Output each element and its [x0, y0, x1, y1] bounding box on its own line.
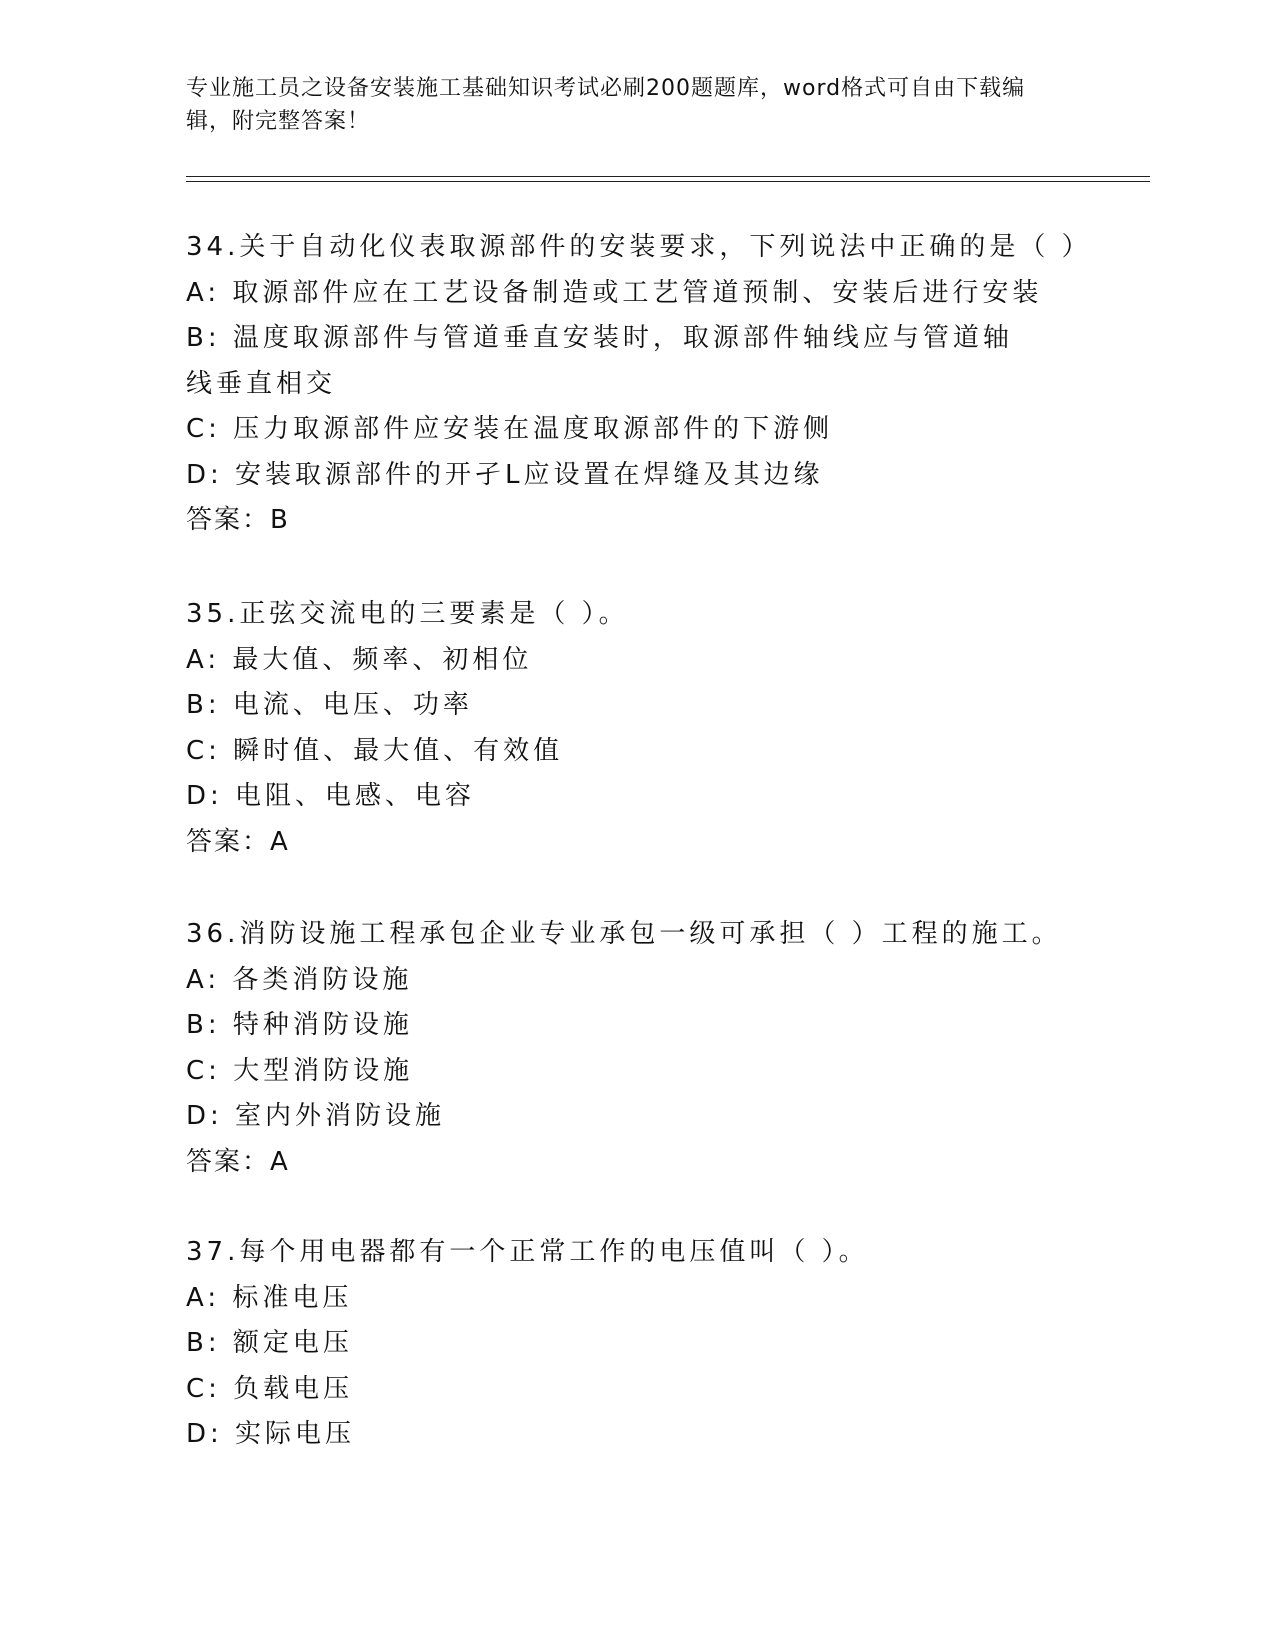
question-36	[186, 912, 1086, 1185]
option-d: D: 实际电压	[186, 1419, 356, 1449]
answer: 答案：B	[186, 505, 290, 535]
option-d: D: 安装取源部件的开孑L应设置在焊缝及其边缘	[186, 459, 824, 490]
option-b: B: 电流、电压、功率	[186, 690, 473, 720]
question-35	[186, 592, 1086, 865]
answer: 答案：A	[186, 826, 290, 857]
option-d: D: 电阻、电感、电容	[186, 781, 476, 811]
option-c: C: 负载电压	[186, 1373, 354, 1404]
question-34	[186, 225, 1092, 544]
option-c: C: 瞬时值、最大值、有效值	[186, 735, 564, 766]
header-divider	[186, 176, 1150, 182]
option-b: B: 特种消防设施	[186, 1010, 413, 1040]
option-c: C: 压力取源部件应安装在温度取源部件的下游侧	[186, 414, 834, 444]
option-d: D: 室内外消防设施	[186, 1101, 446, 1131]
option-b: B: 温度取源部件与管道垂直安装时，取源部件轴线应与管道轴线垂直相交	[186, 323, 1013, 399]
question-stem: 35.正弦交流电的三要素是（ ）。	[186, 599, 629, 629]
document-header: 专业施工员之设备安装施工基础知识考试必刷200题题库，word格式可自由下载编辑，附完整答案！	[186, 76, 1026, 134]
option-a: A: 最大值、频率、初相位	[186, 644, 533, 675]
question-37	[186, 1230, 1086, 1458]
answer: 答案：A	[186, 1146, 290, 1177]
option-a: A: 取源部件应在工艺设备制造或工艺管道预制、安装后进行安装	[186, 277, 1043, 308]
option-a: A: 各类消防设施	[186, 964, 413, 995]
question-stem: 37.每个用电器都有一个正常工作的电压值叫（ ）。	[186, 1237, 869, 1267]
option-c: C: 大型消防设施	[186, 1055, 414, 1086]
option-a: A: 标准电压	[186, 1282, 353, 1313]
question-stem: 34.关于自动化仪表取源部件的安装要求，下列说法中正确的是（ ）	[186, 232, 1092, 262]
option-b: B: 额定电压	[186, 1328, 353, 1358]
question-stem: 36.消防设施工程承包企业专业承包一级可承担（ ）工程的施工。	[186, 919, 1062, 949]
